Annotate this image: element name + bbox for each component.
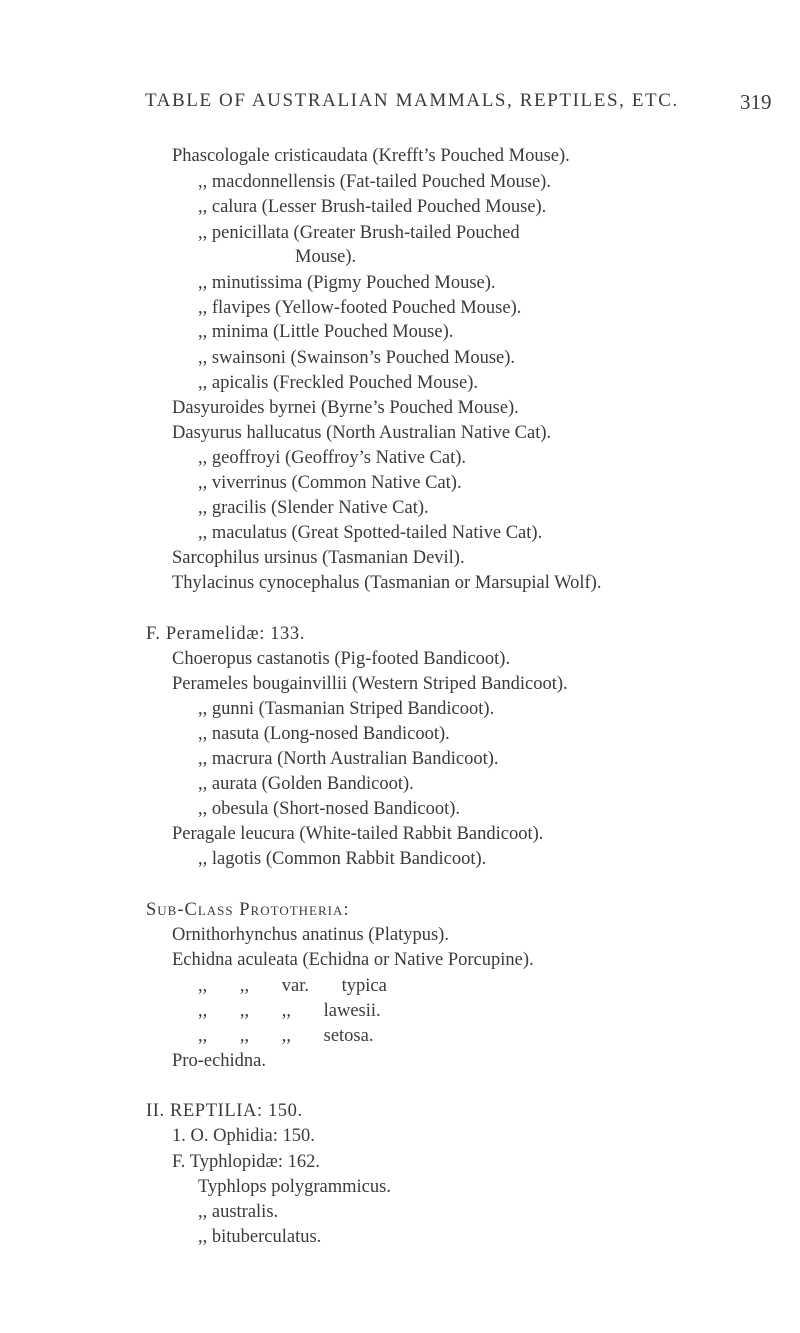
- family-heading: F. Typhlopidæ: 162.: [172, 1152, 320, 1172]
- entry-line: ,, nasuta (Long-nosed Bandicoot).: [198, 724, 450, 744]
- entry-line: ,, bituberculatus.: [198, 1227, 322, 1247]
- class-heading: II. REPTILIA: 150.: [146, 1101, 303, 1121]
- entry-line: ,, gunni (Tasmanian Striped Bandicoot).: [198, 699, 495, 719]
- entry-line: Choeropus castanotis (Pig-footed Bandicoot).: [172, 649, 511, 669]
- entry-line: Ornithorhynchus anatinus (Platypus).: [172, 925, 449, 945]
- entry-line: ,, geoffroyi (Geoffroy’s Native Cat).: [198, 448, 467, 468]
- entry-line: ,, flavipes (Yellow-footed Pouched Mouse).: [198, 298, 522, 318]
- entry-line: ,, macrura (North Australian Bandicoot).: [198, 749, 499, 769]
- entry-line: Thylacinus cynocephalus (Tasmanian or Marsupial Wolf).: [172, 573, 602, 593]
- entry-line: Phascologale cristicaudata (Krefft’s Pouched Mouse).: [172, 146, 570, 166]
- entry-line: ,, penicillata (Greater Brush-tailed Pouched: [198, 223, 520, 243]
- entry-line: Dasyurus hallucatus (North Australian Native Cat).: [172, 423, 552, 443]
- entry-line: ,, calura (Lesser Brush-tailed Pouched Mouse).: [198, 197, 547, 217]
- entry-line: ,, obesula (Short-nosed Bandicoot).: [198, 799, 461, 819]
- page-number: 319: [740, 90, 772, 114]
- entry-line: ,, aurata (Golden Bandicoot).: [198, 774, 414, 794]
- entry-line: ,, australis.: [198, 1202, 279, 1222]
- entry-line: ,, apicalis (Freckled Pouched Mouse).: [198, 373, 478, 393]
- entry-line: Dasyuroides byrnei (Byrne’s Pouched Mouse).: [172, 398, 519, 418]
- entry-line: ,, ,, var. typica: [198, 976, 387, 996]
- order-heading: 1. O. Ophidia: 150.: [172, 1126, 315, 1146]
- entry-line: ,, viverrinus (Common Native Cat).: [198, 473, 462, 493]
- entry-line: ,, lagotis (Common Rabbit Bandicoot).: [198, 849, 487, 869]
- entry-line: Perameles bougainvillii (Western Striped Bandicoot).: [172, 674, 568, 694]
- running-title: TABLE OF AUSTRALIAN MAMMALS, REPTILES, ETC.: [145, 90, 679, 111]
- entry-line: ,, maculatus (Great Spotted-tailed Native Cat).: [198, 523, 543, 543]
- entry-line: ,, minima (Little Pouched Mouse).: [198, 322, 454, 342]
- running-header: [0, 90, 800, 120]
- entry-line: Sarcophilus ursinus (Tasmanian Devil).: [172, 548, 465, 568]
- entry-line: ,, minutissima (Pigmy Pouched Mouse).: [198, 273, 496, 293]
- entry-line: Echidna aculeata (Echidna or Native Porcupine).: [172, 950, 534, 970]
- entry-line: ,, swainsoni (Swainson’s Pouched Mouse).: [198, 348, 516, 368]
- entry-line: ,, ,, ,, lawesii.: [198, 1001, 381, 1021]
- entry-line: ,, ,, ,, setosa.: [198, 1026, 374, 1046]
- entry-line: Peragale leucura (White-tailed Rabbit Bandicoot).: [172, 824, 544, 844]
- entry-line: ,, macdonnellensis (Fat-tailed Pouched Mouse).: [198, 172, 551, 192]
- entry-line: Pro-echidna.: [172, 1051, 267, 1071]
- entry-line-continued: Mouse).: [295, 247, 357, 267]
- entry-line: ,, gracilis (Slender Native Cat).: [198, 498, 429, 518]
- entry-line: Typhlops polygrammicus.: [198, 1177, 391, 1197]
- family-heading: F. Peramelidæ: 133.: [146, 624, 305, 644]
- subclass-heading: Sub-Class Prototheria:: [146, 900, 350, 920]
